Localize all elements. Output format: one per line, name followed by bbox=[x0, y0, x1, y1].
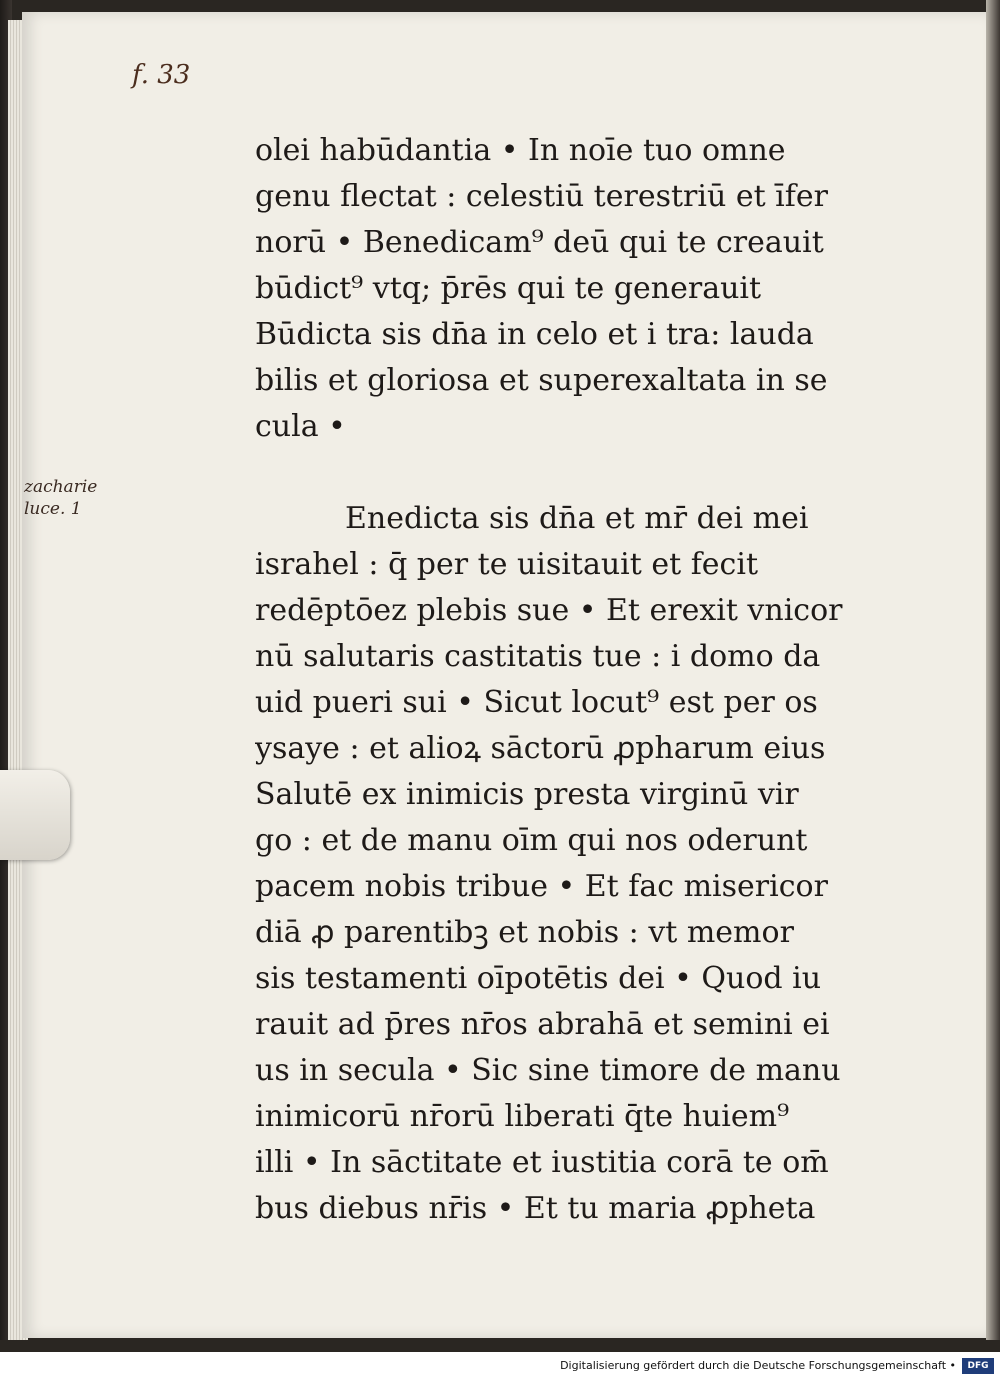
text-line: diā ꝓ parentibꝫ et nobis : vt memor bbox=[255, 915, 794, 950]
text-line: uid pueri sui • Sicut locut⁹ est per os bbox=[255, 685, 818, 720]
text-line: Salutē ex inimicis presta virginū vir bbox=[255, 777, 799, 812]
text-line: cula • bbox=[255, 409, 346, 444]
folio-number: f. 33 bbox=[132, 60, 191, 90]
text-line: nū salutaris castitatis tue : i domo da bbox=[255, 639, 821, 674]
text-line-indented: Enedicta sis dn̄a et mr̄ dei mei bbox=[345, 501, 809, 536]
text-line: būdict⁹ vtq; p̄rēs qui te generauit bbox=[255, 271, 762, 306]
text-line: redēptōez plebis sue • Et erexit vnicor bbox=[255, 593, 843, 628]
text-line: illi • In sāctitate et iustitia corā te om̄ bbox=[255, 1145, 829, 1180]
text-line: rauit ad p̄res nr̄os abrahā et semini ei bbox=[255, 1007, 830, 1042]
text-line: go : et de manu oīm qui nos oderunt bbox=[255, 823, 808, 858]
footer-bar bbox=[0, 1352, 1000, 1378]
dfg-logo: DFG bbox=[962, 1358, 994, 1374]
text-line: bus diebus nr̄is • Et tu maria ꝓpheta bbox=[255, 1191, 816, 1226]
text-line: us in secula • Sic sine timore de manu bbox=[255, 1053, 841, 1088]
page-clip bbox=[0, 770, 70, 860]
funding-credit: Digitalisierung gefördert durch die Deutsche Forschungsgemeinschaft • bbox=[560, 1359, 956, 1372]
paragraph-gap bbox=[255, 450, 855, 496]
text-line: bilis et gloriosa et superexaltata in se bbox=[255, 363, 828, 398]
text-line: inimicorū nr̄orū liberati q̄te huiem⁹ bbox=[255, 1099, 790, 1134]
text-line: israhel : q̄ per te uisitauit et fecit bbox=[255, 547, 758, 582]
text-line: Būdicta sis dn̄a in celo et i tra: lauda bbox=[255, 317, 814, 352]
text-line: norū • Benedicam⁹ deū qui te creauit bbox=[255, 225, 824, 260]
text-line: genu flectat : celestiū terestriū et īfer bbox=[255, 179, 828, 214]
marginal-note-line: luce. 1 bbox=[24, 499, 82, 519]
text-line: pacem nobis tribue • Et fac misericor bbox=[255, 869, 828, 904]
main-text-block bbox=[255, 128, 855, 1232]
book-right-edge bbox=[986, 0, 1000, 1340]
text-line: sis testamenti oīpotētis dei • Quod iu bbox=[255, 961, 822, 996]
text-line: olei habūdantia • In noīe tuo omne bbox=[255, 133, 786, 168]
marginal-note bbox=[24, 476, 97, 520]
marginal-note-line: zacharie bbox=[24, 477, 98, 497]
text-line: ysaye : et alioꝝ sāctorū ꝓpharum eius bbox=[255, 731, 826, 766]
